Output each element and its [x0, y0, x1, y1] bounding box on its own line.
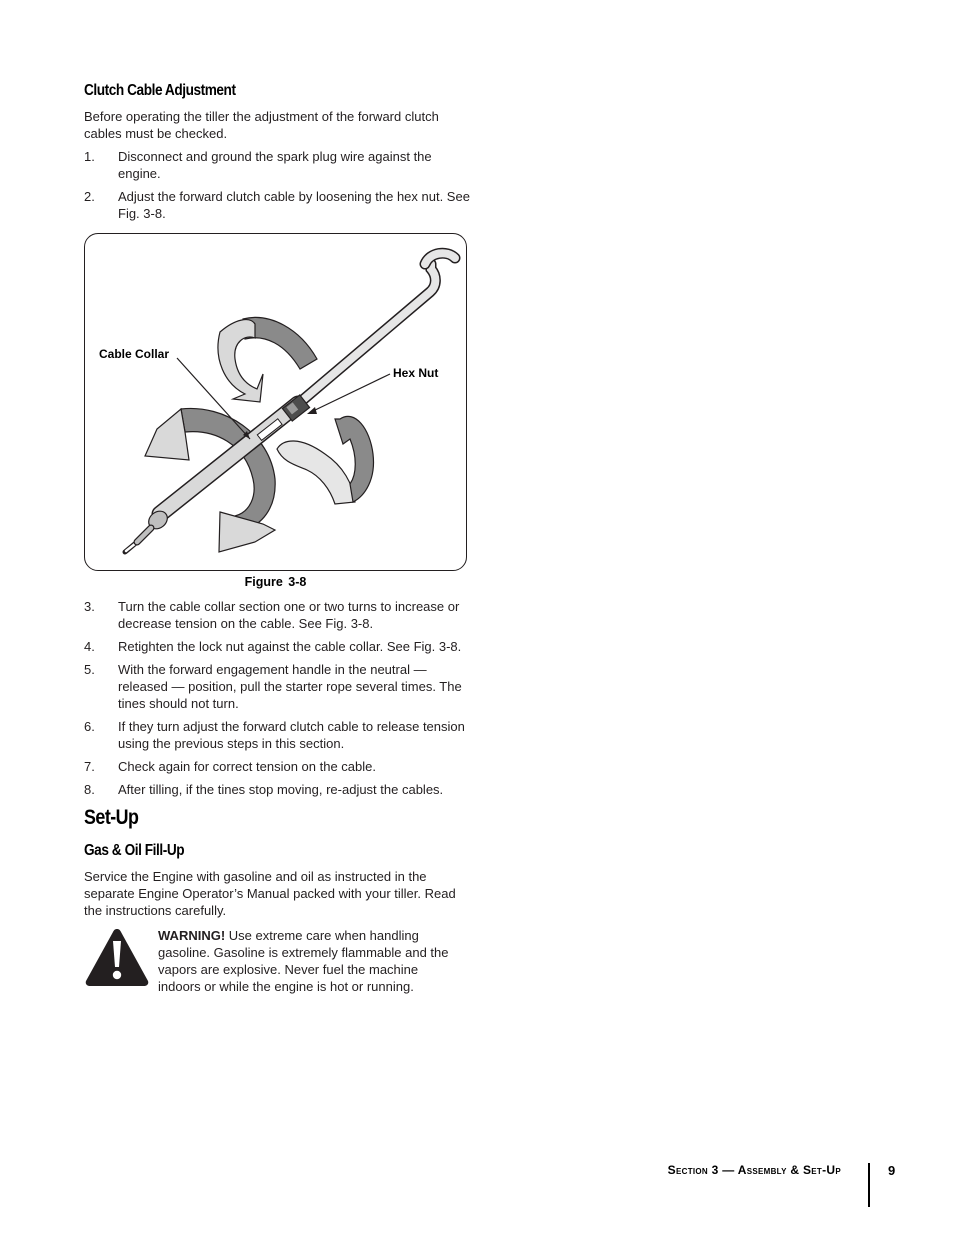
- figure-caption: Figure 3-8: [244, 575, 307, 589]
- step-number: 3.: [84, 599, 95, 614]
- step-text: Retighten the lock nut against the cable collar. See Fig. 3-8.: [118, 639, 462, 654]
- step-number: 6.: [84, 719, 95, 734]
- gas-oil-subheading: Gas & Oil Fill-Up: [84, 842, 185, 859]
- warning-message: [158, 927, 463, 995]
- warning-label: WARNING!: [158, 928, 226, 943]
- step-number: 8.: [84, 782, 95, 797]
- footer-section-title: Section 3 — Assembly & Set-Up: [667, 1163, 841, 1177]
- cable-collar-illustration: [85, 234, 466, 570]
- step-number: 2.: [84, 189, 95, 204]
- cable-collar-label: Cable Collar: [99, 347, 170, 361]
- exclamation-triangle-icon: [84, 927, 150, 987]
- setup-intro: Service the Engine with gasoline and oil as instructed in the separate Engine Operator’s Manual packed with your tiller. Read the instructions carefully.: [84, 869, 456, 918]
- step-number: 4.: [84, 639, 95, 654]
- warning-body: Use extreme care when handling gasoline. Gasoline is extremely flammable and the vapors are explosive. Never fuel the machine indoors or while the engine is hot or running.: [158, 928, 449, 994]
- clutch-intro: Before operating the tiller the adjustment of the forward clutch cables must be checked.: [84, 109, 439, 141]
- step-text: If they turn adjust the forward clutch cable to release tension using the previous steps in this section.: [118, 719, 465, 751]
- clutch-heading: Clutch Cable Adjustment: [84, 82, 236, 99]
- step-text: With the forward engagement handle in the neutral — released — position, pull the starter rope several times. The tines should not turn.: [118, 662, 462, 711]
- step-number: 5.: [84, 662, 95, 677]
- footer-divider: [868, 1163, 870, 1207]
- page-number: 9: [888, 1163, 896, 1178]
- step-text: Check again for correct tension on the cable.: [118, 759, 376, 774]
- step-text: After tilling, if the tines stop moving, re-adjust the cables.: [118, 782, 444, 797]
- figure-3-8: [84, 233, 467, 571]
- step-number: 7.: [84, 759, 95, 774]
- hex-nut-label: Hex Nut: [393, 366, 439, 380]
- step-text: Adjust the forward clutch cable by loosening the hex nut. See Fig. 3-8.: [118, 189, 470, 221]
- step-text: Turn the cable collar section one or two turns to increase or decrease tension on the cable. See Fig. 3-8.: [118, 599, 460, 631]
- step-text: Disconnect and ground the spark plug wire against the engine.: [118, 149, 432, 181]
- step-number: 1.: [84, 149, 95, 164]
- setup-heading: Set-Up: [84, 806, 139, 829]
